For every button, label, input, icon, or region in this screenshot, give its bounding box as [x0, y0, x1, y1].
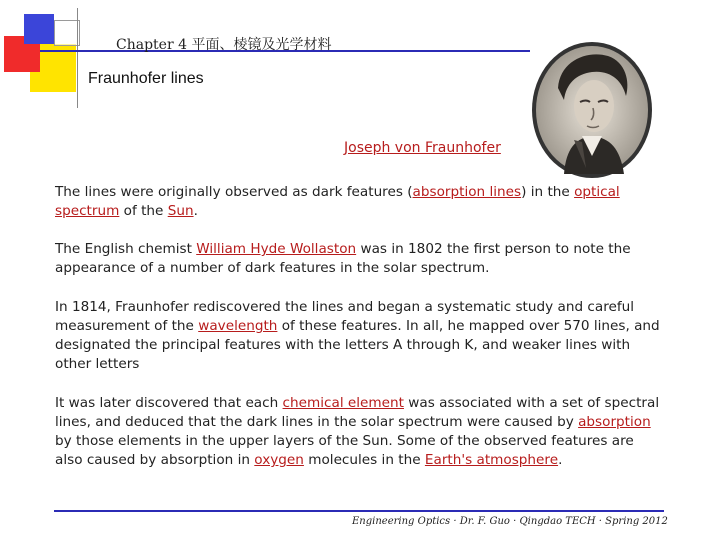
text-run: was associated with a set of spectral lines, and deduced that the dark lines in the solar spectrum were caused by [55, 395, 660, 430]
paragraph-chemical-elements [55, 394, 665, 470]
text-run: molecules in the [303, 452, 425, 468]
link-sun[interactable]: Sun [167, 203, 194, 219]
decor-blue-square [24, 14, 54, 44]
link-william-hyde-wollaston[interactable]: William Hyde Wollaston [196, 241, 357, 257]
footer-text: Engineering Optics · Dr. F. Guo · Qingdao TECH · Spring 2012 [352, 516, 668, 527]
text-run: of the [119, 203, 168, 219]
text-run: of these features. In all, he mapped over 570 lines, and designated the principal features with the letters A through K, and weaker lines with other letters [55, 318, 660, 372]
paragraph-wollaston [55, 240, 665, 278]
text-run: . [558, 452, 563, 468]
text-run: It was later discovered that each [55, 395, 283, 411]
text-run: The English chemist [55, 241, 197, 257]
slide-title: Fraunhofer lines [88, 70, 204, 87]
footer-rule [54, 510, 664, 512]
portrait-caption-link[interactable]: Joseph von Fraunhofer [344, 140, 501, 156]
link-wavelength[interactable]: wavelength [198, 318, 278, 334]
link-oxygen[interactable]: oxygen [254, 452, 304, 468]
text-run: In 1814, Fraunhofer rediscovered the lines and began a systematic study and careful measurement of the [55, 299, 635, 334]
text-run: The lines were originally observed as dark features ( [55, 184, 413, 200]
decor-vertical-line [77, 8, 78, 108]
link-earths-atmosphere[interactable]: Earth's atmosphere [424, 452, 559, 468]
text-run: ) in the [521, 184, 575, 200]
text-run: . [193, 203, 198, 219]
paragraph-fraunhofer-study [55, 298, 665, 374]
text-run: by those elements in the upper layers of the Sun. Some of the observed features are also caused by absorption in [55, 433, 634, 468]
link-chemical-element[interactable]: chemical element [282, 395, 404, 411]
link-absorption[interactable]: absorption [578, 414, 651, 430]
chapter-heading: Chapter 4 平面、棱镜及光学材料 [116, 37, 332, 53]
paragraph-observation [55, 183, 665, 221]
fraunhofer-portrait [530, 40, 654, 180]
link-absorption-lines[interactable]: absorption lines [412, 184, 522, 200]
link-optical-spectrum[interactable]: optical spectrum [55, 184, 620, 219]
text-run: was in 1802 the first person to note the appearance of a number of dark features in the solar spectrum. [55, 241, 631, 276]
